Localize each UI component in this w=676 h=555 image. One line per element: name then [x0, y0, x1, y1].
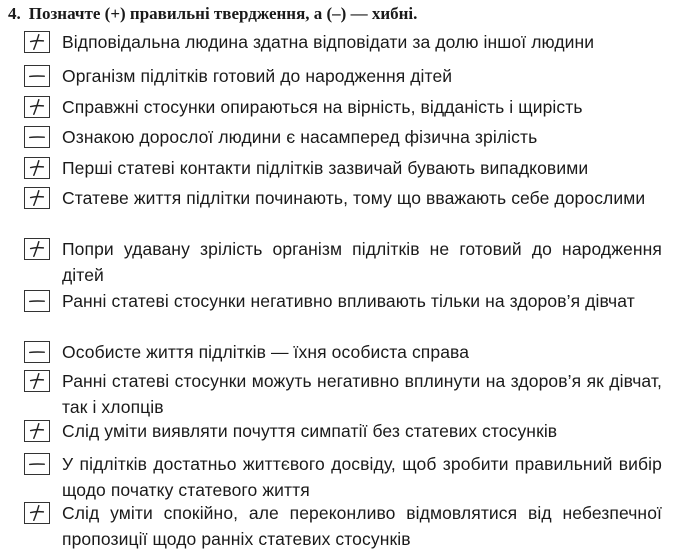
plus-mark-icon	[25, 239, 49, 259]
minus-mark-icon	[25, 291, 49, 311]
statement-row	[24, 124, 672, 150]
statement-row	[24, 368, 672, 420]
statement-row	[24, 155, 672, 181]
statement-text: Перші статеві контакти підлітків зазвичай бувають випадковими	[62, 158, 589, 178]
statement-text: Відповідальна людина здатна відповідати за долю іншої людини	[62, 32, 595, 52]
answer-checkbox[interactable]	[24, 157, 50, 179]
statement-text: Статеве життя підлітки починають, тому що вважають себе дорослими	[62, 188, 646, 208]
answer-checkbox[interactable]	[24, 65, 50, 87]
minus-mark-icon	[25, 66, 49, 86]
statement-row	[24, 418, 672, 444]
plus-mark-icon	[25, 97, 49, 117]
statement-text: Ознакою дорослої людини є насамперед фізична зрілість	[62, 127, 538, 147]
minus-mark-icon	[25, 454, 49, 474]
statement-row	[24, 185, 672, 211]
answer-checkbox[interactable]	[24, 453, 50, 475]
statement-row	[24, 236, 672, 288]
plus-mark-icon	[25, 188, 49, 208]
answer-checkbox[interactable]	[24, 238, 50, 260]
statement-text: Ранні статеві стосунки негативно впливають тільки на здоров’я дівчат	[62, 291, 635, 311]
statement-row	[24, 339, 672, 365]
minus-mark-icon	[25, 342, 49, 362]
answer-checkbox[interactable]	[24, 341, 50, 363]
plus-mark-icon	[25, 371, 49, 391]
task-header	[8, 2, 417, 26]
task-instruction: Позначте (+) правильні твердження, а (–) — хибні.	[28, 4, 418, 23]
statement-text: Слід уміти виявляти почуття симпатії без статевих стосунків	[62, 421, 558, 441]
statement-text: У підлітків достатньо життєвого досвіду, щоб зробити правильний вибір щодо початку статевого життя	[62, 454, 662, 500]
answer-checkbox[interactable]	[24, 420, 50, 442]
statement-text: Слід уміти спокійно, але переконливо відмовлятися від небезпечної пропозиції щодо ранніх статевих стосунків	[62, 503, 662, 549]
answer-checkbox[interactable]	[24, 126, 50, 148]
statement-text: Ранні статеві стосунки можуть негативно вплинути на здоров’я як дівчат, так і хлопців	[62, 371, 662, 417]
plus-mark-icon	[25, 158, 49, 178]
plus-mark-icon	[25, 32, 49, 52]
statement-row	[24, 29, 672, 55]
answer-checkbox[interactable]	[24, 96, 50, 118]
plus-mark-icon	[25, 503, 49, 523]
statement-row	[24, 63, 672, 89]
statement-row	[24, 451, 672, 503]
minus-mark-icon	[25, 127, 49, 147]
answer-checkbox[interactable]	[24, 187, 50, 209]
answer-checkbox[interactable]	[24, 290, 50, 312]
plus-mark-icon	[25, 421, 49, 441]
statement-text: Справжні стосунки опираються на вірність, відданість і щирість	[62, 97, 583, 117]
statement-row	[24, 500, 672, 552]
statement-text: Попри удавану зрілість організм підлітків не готовий до народження дітей	[62, 239, 662, 285]
statement-row	[24, 288, 672, 314]
statement-text: Особисте життя підлітків — їхня особиста справа	[62, 342, 470, 362]
answer-checkbox[interactable]	[24, 31, 50, 53]
statement-row	[24, 94, 672, 120]
task-number: 4.	[8, 4, 21, 23]
answer-checkbox[interactable]	[24, 502, 50, 524]
statement-text: Організм підлітків готовий до народження дітей	[62, 66, 453, 86]
answer-checkbox[interactable]	[24, 370, 50, 392]
